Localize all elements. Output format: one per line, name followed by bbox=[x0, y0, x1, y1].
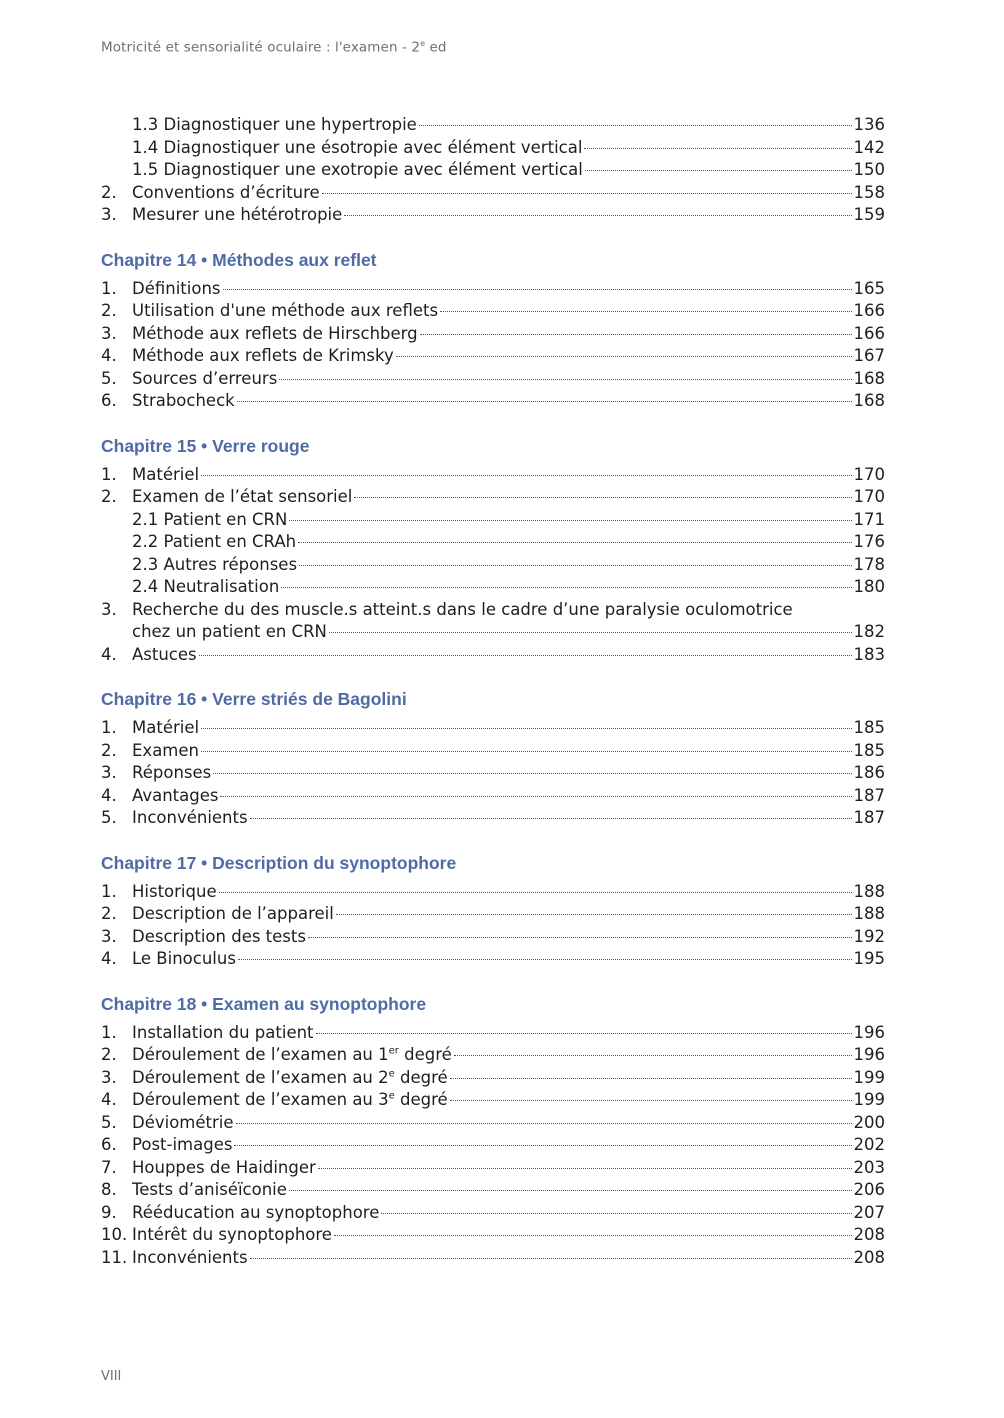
entry-number: 3. bbox=[101, 205, 117, 224]
entry-page-number: 168 bbox=[853, 391, 885, 410]
toc-subentry[interactable] bbox=[101, 554, 885, 577]
entry-label bbox=[132, 1202, 379, 1225]
entry-label bbox=[132, 881, 217, 904]
toc-entry[interactable] bbox=[101, 1134, 885, 1157]
entry-label-text: Inconvénients bbox=[132, 808, 248, 827]
toc-subentry[interactable] bbox=[101, 531, 885, 554]
entry-label bbox=[132, 204, 342, 227]
toc-subentry[interactable] bbox=[101, 137, 885, 160]
entry-page-number: 178 bbox=[853, 554, 885, 574]
entry-number: 8. bbox=[101, 1180, 117, 1199]
toc-entry[interactable] bbox=[101, 1157, 885, 1180]
dot-leader bbox=[199, 655, 852, 656]
entry-label-text: Installation du patient bbox=[132, 1022, 314, 1042]
entry-label-text: Description de l’appareil bbox=[132, 904, 334, 923]
entry-page-number: 200 bbox=[853, 1112, 885, 1132]
toc-entry[interactable] bbox=[101, 1112, 885, 1135]
dot-leader bbox=[420, 334, 852, 335]
entry-label-superscript: e bbox=[388, 1090, 395, 1102]
dot-leader bbox=[289, 520, 851, 521]
entry-label-text: 2.4 Neutralisation bbox=[132, 577, 280, 596]
toc-entry[interactable] bbox=[101, 1067, 885, 1090]
toc-entry[interactable] bbox=[101, 599, 885, 622]
entry-number: 4. bbox=[101, 949, 117, 968]
toc-subentry[interactable] bbox=[101, 509, 885, 532]
entry-page-number: 180 bbox=[853, 577, 885, 596]
entry-page-number: 183 bbox=[853, 644, 885, 664]
entry-label-text: 2.3 Autres réponses bbox=[132, 554, 298, 574]
entry-number: 11. bbox=[101, 1247, 128, 1267]
toc-entry[interactable] bbox=[101, 486, 885, 509]
entry-number: 2. bbox=[101, 182, 117, 202]
dot-leader bbox=[381, 1213, 851, 1214]
entry-number: 1. bbox=[101, 278, 117, 298]
entry-page-number: 188 bbox=[853, 881, 885, 901]
toc-entry[interactable] bbox=[101, 1224, 885, 1247]
toc-subentry[interactable] bbox=[101, 576, 885, 599]
dot-leader bbox=[336, 914, 852, 915]
toc-entry[interactable] bbox=[101, 464, 885, 487]
entry-page-number: 168 bbox=[853, 368, 885, 388]
toc-entry[interactable] bbox=[101, 903, 885, 926]
entry-page-number: 166 bbox=[853, 301, 885, 320]
entry-label bbox=[132, 1089, 448, 1112]
entry-page-number: 136 bbox=[853, 115, 885, 134]
entry-label-text: Matériel bbox=[132, 718, 200, 737]
entry-number: 4. bbox=[101, 346, 117, 365]
entry-number: 1. bbox=[101, 718, 117, 737]
entry-label bbox=[132, 300, 438, 323]
entry-number: 2. bbox=[101, 487, 117, 506]
entry-label bbox=[132, 785, 218, 808]
entry-label bbox=[132, 1247, 248, 1270]
entry-label bbox=[132, 926, 306, 949]
entry-number: 3. bbox=[101, 763, 117, 782]
chapter-heading[interactable]: Chapitre 18 • Examen au synoptophore bbox=[101, 993, 427, 1014]
entry-label-text: Examen de l’état sensoriel bbox=[132, 487, 353, 506]
entry-page-number: 203 bbox=[853, 1157, 885, 1177]
page-folio: VIII bbox=[101, 1369, 122, 1384]
entry-page-number: 192 bbox=[853, 926, 885, 946]
entry-label bbox=[132, 717, 199, 740]
entry-label bbox=[132, 509, 287, 532]
chapter-heading[interactable]: Chapitre 16 • Verre striés de Bagolini bbox=[101, 689, 407, 709]
entry-label bbox=[132, 554, 297, 577]
chapter-heading[interactable]: Chapitre 17 • Description du synoptophore bbox=[101, 852, 457, 873]
entry-number: 4. bbox=[101, 785, 117, 805]
entry-label bbox=[132, 948, 236, 971]
entry-label-text: Sources d’erreurs bbox=[132, 368, 278, 388]
dot-leader bbox=[419, 125, 852, 126]
toc-entry[interactable] bbox=[101, 1179, 885, 1202]
running-title: Motricité et sensorialité oculaire : l'examen - 2 bbox=[101, 39, 421, 56]
dot-leader bbox=[234, 1145, 851, 1146]
entry-number: 3. bbox=[101, 1067, 117, 1087]
dot-leader bbox=[220, 796, 851, 797]
dot-leader bbox=[238, 959, 852, 960]
chapter-heading[interactable]: Chapitre 15 • Verre rouge bbox=[101, 435, 310, 456]
edition-superscript: e bbox=[420, 39, 426, 48]
entry-page-number: 196 bbox=[853, 1022, 885, 1042]
toc-entry[interactable] bbox=[101, 807, 885, 830]
dot-leader bbox=[344, 215, 851, 216]
entry-label-text: Examen bbox=[132, 740, 199, 760]
entry-page-number: 176 bbox=[853, 532, 885, 551]
dot-leader bbox=[584, 148, 851, 149]
dot-leader bbox=[318, 1168, 852, 1169]
entry-label bbox=[132, 1179, 287, 1202]
toc-entry[interactable] bbox=[101, 621, 885, 644]
entry-label-text: Inconvénients bbox=[132, 1247, 248, 1267]
entry-label bbox=[132, 278, 221, 301]
toc-entry[interactable] bbox=[101, 204, 885, 227]
entry-page-number: 165 bbox=[853, 278, 885, 298]
entry-page-number: 150 bbox=[853, 160, 885, 179]
entry-label-suffix: degré bbox=[394, 1067, 448, 1087]
entry-number: 7. bbox=[101, 1157, 117, 1177]
entry-page-number: 171 bbox=[853, 509, 885, 529]
toc-entry[interactable] bbox=[101, 368, 885, 391]
toc-entry[interactable] bbox=[101, 182, 885, 205]
entry-label-text: chez un patient en CRN bbox=[132, 622, 327, 641]
dot-leader bbox=[299, 565, 851, 566]
dot-leader bbox=[281, 587, 851, 588]
entry-number: 2. bbox=[101, 1045, 117, 1064]
dot-leader bbox=[329, 632, 852, 633]
entry-label-text: Déviométrie bbox=[132, 1112, 234, 1132]
entry-page-number: 208 bbox=[853, 1247, 885, 1267]
entry-page-number: 206 bbox=[853, 1180, 885, 1199]
entry-label bbox=[132, 114, 417, 137]
entry-label bbox=[132, 1224, 332, 1247]
entry-label-text: Recherche du des muscle.s atteint.s dans le cadre d’une paralysie oculomotrice bbox=[132, 599, 793, 619]
dot-leader bbox=[201, 475, 851, 476]
toc-entry[interactable] bbox=[101, 881, 885, 904]
chapter-heading[interactable]: Chapitre 14 • Méthodes aux reflet bbox=[101, 249, 377, 270]
entry-label-text: 1.3 Diagnostiquer une hypertropie bbox=[132, 115, 417, 134]
toc-entry[interactable] bbox=[101, 1247, 885, 1270]
entry-number: 1. bbox=[101, 881, 117, 901]
entry-label bbox=[132, 137, 582, 160]
entry-label-text: Matériel bbox=[132, 464, 200, 484]
entry-label bbox=[132, 599, 793, 622]
entry-label-text: 1.5 Diagnostiquer une exotropie avec élément vertical bbox=[132, 160, 583, 179]
entry-number: 9. bbox=[101, 1202, 117, 1222]
entry-label bbox=[132, 1134, 232, 1157]
entry-label-text: Déroulement de l’examen au 3 bbox=[132, 1090, 389, 1109]
entry-page-number: 142 bbox=[853, 137, 885, 157]
entry-label-text: Mesurer une hétérotropie bbox=[132, 205, 343, 224]
entry-label-text: Tests d’aniséïconie bbox=[132, 1180, 287, 1199]
entry-label-text: Utilisation d'une méthode aux reflets bbox=[132, 301, 439, 320]
toc-entry[interactable] bbox=[101, 948, 885, 971]
entry-label-text: Rééducation au synoptophore bbox=[132, 1202, 380, 1222]
entry-page-number: 170 bbox=[853, 487, 885, 506]
entry-label-text: Avantages bbox=[132, 785, 219, 805]
entry-label bbox=[132, 368, 277, 391]
entry-number: 4. bbox=[101, 1090, 117, 1109]
entry-page-number: 186 bbox=[853, 763, 885, 782]
toc-entry[interactable] bbox=[101, 1202, 885, 1225]
toc-entry[interactable] bbox=[101, 1089, 885, 1112]
toc-entry[interactable] bbox=[101, 644, 885, 667]
entry-page-number: 185 bbox=[853, 718, 885, 737]
toc-entry[interactable] bbox=[101, 1022, 885, 1045]
dot-leader bbox=[236, 1123, 852, 1124]
dot-leader bbox=[396, 356, 852, 357]
entry-label bbox=[132, 903, 334, 926]
entry-label-text: Astuces bbox=[132, 644, 197, 664]
dot-leader bbox=[237, 401, 852, 402]
entry-label bbox=[132, 182, 320, 205]
entry-label bbox=[132, 531, 296, 554]
entry-label-text: Réponses bbox=[132, 763, 212, 782]
entry-page-number: 195 bbox=[853, 949, 885, 968]
entry-label-text: Définitions bbox=[132, 278, 221, 298]
dot-leader bbox=[585, 170, 852, 171]
toc-entry[interactable] bbox=[101, 762, 885, 785]
dot-leader bbox=[201, 751, 852, 752]
dot-leader bbox=[250, 818, 852, 819]
toc-entry[interactable] bbox=[101, 323, 885, 346]
entry-page-number: 167 bbox=[853, 346, 885, 365]
entry-number: 2. bbox=[101, 904, 117, 923]
table-of-contents bbox=[101, 114, 885, 1269]
toc-entry[interactable] bbox=[101, 926, 885, 949]
toc-entry[interactable] bbox=[101, 390, 885, 413]
entry-number: 6. bbox=[101, 1135, 117, 1154]
entry-label bbox=[132, 1157, 316, 1180]
entry-label bbox=[132, 1112, 234, 1135]
entry-label-text: 1.4 Diagnostiquer une ésotropie avec élément vertical bbox=[132, 137, 583, 157]
entry-label-text: Historique bbox=[132, 881, 217, 901]
entry-label bbox=[132, 345, 394, 368]
entry-number: 4. bbox=[101, 644, 117, 664]
entry-number: 1. bbox=[101, 1022, 117, 1042]
running-header bbox=[101, 39, 447, 56]
dot-leader bbox=[250, 1258, 852, 1259]
toc-entry[interactable] bbox=[101, 300, 885, 323]
dot-leader bbox=[223, 289, 852, 290]
edition-suffix: ed bbox=[425, 39, 447, 56]
entry-number: 3. bbox=[101, 926, 117, 946]
entry-label-superscript: er bbox=[388, 1045, 399, 1057]
dot-leader bbox=[316, 1033, 852, 1034]
entry-label-suffix: degré bbox=[398, 1045, 452, 1064]
entry-label-text: 2.2 Patient en CRAh bbox=[132, 532, 297, 551]
toc-entry[interactable] bbox=[101, 740, 885, 763]
entry-label-superscript: e bbox=[388, 1068, 395, 1079]
entry-number: 2. bbox=[101, 301, 117, 320]
dot-leader bbox=[354, 497, 851, 498]
entry-number: 1. bbox=[101, 464, 117, 484]
entry-label bbox=[132, 762, 211, 785]
toc-entry[interactable] bbox=[101, 345, 885, 368]
entry-page-number: 166 bbox=[853, 323, 885, 343]
dot-leader bbox=[289, 1190, 852, 1191]
dot-leader bbox=[450, 1100, 852, 1101]
entry-label bbox=[132, 621, 327, 644]
entry-page-number: 208 bbox=[853, 1225, 885, 1244]
entry-label bbox=[132, 1067, 448, 1090]
entry-label-text: Description des tests bbox=[132, 926, 306, 946]
dot-leader bbox=[322, 193, 852, 194]
entry-label bbox=[132, 159, 583, 182]
entry-number: 5. bbox=[101, 1112, 117, 1132]
entry-label-text: Strabocheck bbox=[132, 391, 235, 410]
entry-label-text: Méthode aux reflets de Hirschberg bbox=[132, 323, 418, 343]
entry-label-text: Post-images bbox=[132, 1135, 233, 1154]
entry-page-number: 196 bbox=[853, 1045, 885, 1064]
entry-page-number: 170 bbox=[853, 464, 885, 484]
dot-leader bbox=[298, 542, 851, 543]
toc-entry[interactable] bbox=[101, 717, 885, 740]
entry-page-number: 159 bbox=[853, 205, 885, 224]
entry-label-text: Intérêt du synoptophore bbox=[132, 1225, 332, 1244]
entry-page-number: 185 bbox=[853, 740, 885, 760]
entry-page-number: 158 bbox=[853, 182, 885, 202]
entry-page-number: 207 bbox=[853, 1202, 885, 1222]
entry-label-text: Déroulement de l’examen au 2 bbox=[132, 1067, 389, 1087]
entry-label bbox=[132, 323, 418, 346]
toc-subentry[interactable] bbox=[101, 159, 885, 182]
dot-leader bbox=[450, 1078, 852, 1079]
dot-leader bbox=[279, 379, 851, 380]
dot-leader bbox=[213, 773, 851, 774]
entry-label-text: Déroulement de l’examen au 1 bbox=[132, 1045, 389, 1064]
entry-page-number: 199 bbox=[853, 1090, 885, 1109]
entry-label-text: Méthode aux reflets de Krimsky bbox=[132, 346, 394, 365]
entry-label bbox=[132, 1022, 314, 1045]
entry-label bbox=[132, 1044, 452, 1067]
entry-page-number: 202 bbox=[853, 1135, 885, 1154]
entry-label-text: 2.1 Patient en CRN bbox=[132, 509, 288, 529]
entry-label bbox=[132, 390, 235, 413]
toc-entry[interactable] bbox=[101, 785, 885, 808]
entry-page-number: 182 bbox=[853, 622, 885, 641]
dot-leader bbox=[440, 311, 851, 312]
entry-number: 3. bbox=[101, 323, 117, 343]
entry-page-number: 187 bbox=[853, 785, 885, 805]
entry-label bbox=[132, 486, 352, 509]
entry-label bbox=[132, 464, 199, 487]
entry-page-number: 187 bbox=[853, 808, 885, 827]
dot-leader bbox=[201, 728, 851, 729]
entry-label-text: Conventions d’écriture bbox=[132, 182, 320, 202]
entry-label-text: Le Binoculus bbox=[132, 949, 236, 968]
entry-number: 5. bbox=[101, 808, 117, 827]
entry-label bbox=[132, 576, 279, 599]
entry-page-number: 199 bbox=[853, 1067, 885, 1087]
entry-number: 10. bbox=[101, 1225, 128, 1244]
entry-label-suffix: degré bbox=[394, 1090, 448, 1109]
dot-leader bbox=[454, 1055, 852, 1056]
entry-label bbox=[132, 644, 197, 667]
toc-subentry[interactable] bbox=[101, 114, 885, 137]
entry-number: 6. bbox=[101, 391, 117, 410]
dot-leader bbox=[334, 1235, 852, 1236]
entry-label bbox=[132, 807, 248, 830]
entry-label-text: Houppes de Haidinger bbox=[132, 1157, 316, 1177]
toc-entry[interactable] bbox=[101, 278, 885, 301]
entry-number: 3. bbox=[101, 599, 117, 619]
entry-page-number: 188 bbox=[853, 904, 885, 923]
dot-leader bbox=[308, 937, 852, 938]
toc-entry[interactable] bbox=[101, 1044, 885, 1067]
entry-number: 2. bbox=[101, 740, 117, 760]
entry-number: 5. bbox=[101, 368, 117, 388]
entry-label bbox=[132, 740, 199, 763]
dot-leader bbox=[219, 892, 852, 893]
